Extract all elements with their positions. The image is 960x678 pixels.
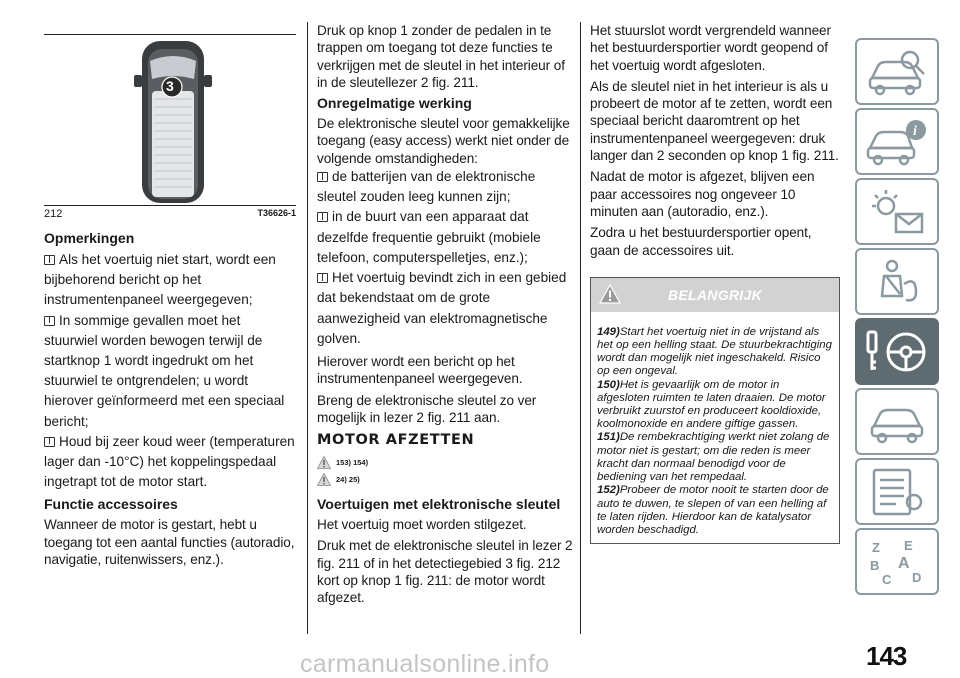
column-divider-left — [307, 22, 308, 634]
figure-212-van-top-view — [44, 34, 296, 206]
index-letter: E — [904, 537, 913, 553]
warning-151: 151)De rembekrachtiging werkt niet zolang de motor niet is gestart; om die reden is meer kracht dan normaal benodigd voor de bediening van het rempedaal. — [597, 431, 830, 484]
note-book-icon — [44, 255, 55, 265]
stuurslot-text: Het stuurslot wordt vergrendeld wanneer het bestuurdersportier wordt geopend of het voertuig wordt afgesloten. — [590, 23, 831, 73]
opmerking-bullet-3: Houd bij zeer koud weer (temperaturen lager dan -10°C) het koppelingspedaal ingetrapt tot de motor start. — [44, 433, 295, 490]
chapter-sidebar — [855, 38, 939, 598]
tab-warning-lights[interactable] — [855, 178, 939, 245]
tab-car-info[interactable] — [855, 108, 939, 175]
tab-seatbelt-airbag[interactable] — [855, 248, 939, 315]
warning-149: 149)Start het voertuig niet in de vrijstand als het op een helling staat. De stuurbekrachtiging wordt dan mogelijk niet ingeschakeld. Risico op een ongeval. — [597, 325, 832, 378]
note-book-icon — [44, 437, 55, 447]
druk-text: Druk met de elektronische sleutel in lezer 2 fig. 211 of in het detectiegebied 3 fig. 212 kort op knop 1 fig. 211: de motor wordt afgezet. — [317, 538, 573, 606]
note-book-icon — [317, 172, 328, 182]
index-letter: D — [912, 569, 922, 585]
index-letter: C — [882, 571, 892, 587]
index-letter: Z — [872, 539, 880, 555]
note-book-icon — [317, 212, 328, 222]
figure-code: T36626-1 — [257, 208, 296, 218]
heading-motor-afzetten: MOTOR AFZETTEN — [317, 432, 475, 449]
belangrijk-body — [591, 312, 839, 543]
belangrijk-header — [591, 278, 839, 312]
tab-car-service[interactable] — [855, 388, 939, 455]
svg-text:i: i — [913, 123, 917, 139]
column-3 — [590, 22, 842, 544]
figure-number: 212 — [44, 208, 63, 220]
breng-text: Breng de elektronische sleutel zo ver mogelijk in lezer 2 fig. 211 aan. — [317, 392, 537, 425]
heading-onregelmatige-werking: Onregelmatige werking — [317, 95, 472, 112]
tab-technical-data[interactable] — [855, 458, 939, 525]
sleutel-text: Als de sleutel niet in het interieur is als u probeert de motor af te zetten, wordt een speciaal bericht daaromtrent op het instrumentenpaneel weergegeven: druk langer dan 2 seconden op knop 1 fig. 211. — [590, 78, 839, 164]
heading-opmerkingen: Opmerkingen — [44, 230, 135, 246]
functie-accessoires-text: Wanneer de motor is gestart, hebt u toegang tot een aantal functies (autoradio, navigatie, ruitenwissers, enz.). — [44, 517, 295, 568]
figure-callout-3: 3 — [166, 78, 174, 94]
opmerking-bullet-1: Als het voertuig niet start, wordt een bijbehorend bericht op het instrumentenpaneel weergegeven; — [44, 252, 276, 308]
column-2 — [317, 22, 575, 611]
index-letter: B — [870, 557, 880, 573]
note-book-icon — [44, 316, 55, 326]
belangrijk-title: BELANGRIJK — [667, 286, 762, 303]
warning-lights-icon — [864, 186, 930, 238]
heading-voertuigen-elektronische-sleutel: Voertuigen met elektronische sleutel — [317, 496, 561, 513]
warning-triangle-icon — [317, 456, 331, 469]
column-divider-right — [580, 22, 581, 634]
belangrijk-box — [590, 277, 840, 544]
tab-key-steering-wheel[interactable] — [855, 318, 939, 385]
alphabetical-index-icon — [864, 536, 930, 588]
technical-data-icon — [864, 466, 930, 518]
warning-triangle-icon — [317, 473, 331, 486]
hierover-text: Hierover wordt een bericht op het instrumentenpaneel weergegeven. — [317, 353, 523, 387]
warning-reference-1: 153) 154) — [317, 456, 575, 469]
zodra-text: Zodra u het bestuurdersportier opent, gaan de accessoires uit. — [590, 225, 812, 258]
opmerking-bullet-2: In sommige gevallen moet het stuurwiel worden bewogen terwijl de startknop 1 wordt ingedrukt om het stuurwiel te ontgrendelen; u wordt hierover geïnformeerd met een speciaal bericht; — [44, 312, 285, 429]
page-number: 143 — [866, 641, 907, 671]
note-book-icon — [317, 273, 328, 283]
column-1 — [44, 22, 296, 572]
heading-functie-accessoires: Functie accessoires — [44, 496, 178, 513]
figure-caption — [44, 206, 296, 220]
nadat-text: Nadat de motor is afgezet, blijven een paar accessoires nog ongeveer 10 minuten aan (autoradio, enz.). — [590, 169, 815, 219]
onregelmatige-bullet-2: in de buurt van een apparaat dat dezelfde frequentie gebruikt (mobiele telefoon, computerspelletjes, enz.); — [317, 209, 541, 265]
tab-car-magnifier[interactable] — [855, 38, 939, 105]
index-letter: A — [898, 554, 910, 572]
stilgezet-text: Het voertuig moet worden stilgezet. — [317, 517, 527, 533]
key-steering-wheel-icon — [864, 326, 930, 378]
onregelmatige-bullet-1: de batterijen van de elektronische sleutel zouden leeg kunnen zijn; — [317, 169, 536, 205]
onregelmatige-text: De elektronische sleutel voor gemakkelijke toegang (easy access) werkt niet onder de volgende omstandigheden: — [317, 116, 570, 166]
car-info-icon — [864, 116, 930, 168]
warning-triangle-icon — [599, 284, 621, 304]
intro-text: Druk op knop 1 zonder de pedalen in te trappen om toegang tot deze functies te verkrijgen met de sleutel in het interieur of in de sleutellezer 2 fig. 211. — [317, 23, 565, 90]
van-top-view-illustration — [44, 35, 296, 207]
warning-152: 152)Probeer de motor nooit te starten door de auto te duwen, te slepen of van een helling af te laten rijden. Hierdoor kan de katalysator worden beschadigd. — [597, 484, 829, 536]
warning-150: 150)Het is gevaarlijk om de motor in afgesloten ruimten te laten draaien. De motor verbruikt zuurstof en produceert kooldioxide, koolmonoxide en andere giftige gassen. — [597, 378, 826, 431]
onregelmatige-bullet-3: Het voertuig bevindt zich in een gebied dat bekendstaat om de grote aanwezigheid van elektromagnetische golven. — [317, 270, 567, 346]
car-magnifier-icon — [864, 46, 930, 98]
watermark: carmanualsonline.info — [300, 650, 550, 678]
car-service-icon — [864, 396, 930, 448]
warning-reference-2: 24) 25) — [317, 473, 575, 486]
seatbelt-airbag-icon — [864, 256, 930, 308]
tab-alphabetical-index[interactable] — [855, 528, 939, 595]
